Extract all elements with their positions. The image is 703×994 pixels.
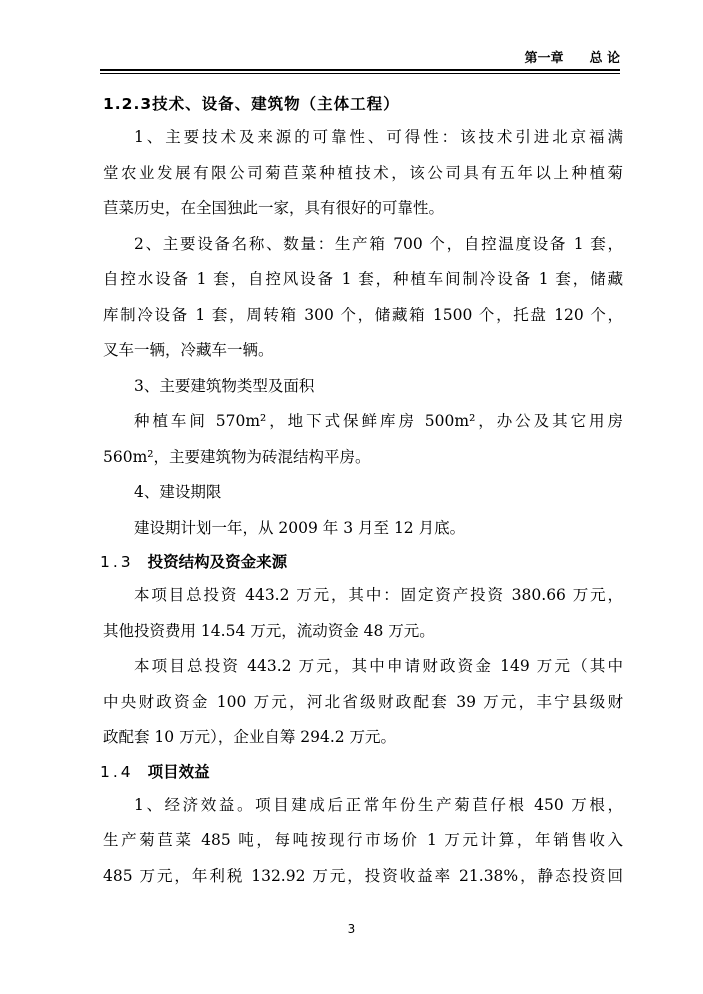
text-line: 3、主要建筑物类型及面积 [134,376,315,395]
paragraph-buildings [103,369,623,476]
text-line: 4、建设期限 [134,483,222,501]
header-title: 总 论 [589,51,620,66]
paragraph-investment [103,578,623,649]
page-number: 3 [347,922,356,936]
text-line: 485 万元，年利税 132.92 万元，投资收益率 21.38%，静态投资回 [103,866,623,885]
page-body [100,88,623,894]
paragraph-technology [103,120,623,227]
page-header [100,49,620,69]
text-line: 建设期计划一年，从 2009 年 3 月至 12 月底。 [134,518,466,537]
header-rule-thin [100,73,620,74]
text-line: 库制冷设备 1 套，周转箱 300 个，储藏箱 1500 个，托盘 120 个， [103,305,623,324]
section-title: 项目效益 [147,762,210,781]
text-line: 2、主要设备名称、数量：生产箱 700 个，自控温度设备 1 套， [134,234,623,253]
paragraph-equipment [103,227,623,369]
text-line: 生产菊苣菜 485 吨，每吨按现行市场价 1 万元计算，年销售收入 [103,831,623,849]
text-line: 苣菜历史，在全国独此一家，具有很好的可靠性。 [103,199,445,217]
text-line: 种植车间 570m²，地下式保鲜库房 500m²，办公及其它用房 [134,412,623,430]
text-line: 1、经济效益。项目建成后正常年份生产菊苣仔根 450 万根， [134,795,623,814]
header-rule-thick [100,69,620,71]
text-line: 中央财政资金 100 万元，河北省级财政配套 39 万元，丰宁县级财 [103,692,623,711]
section-title: 投资结构及资金来源 [147,553,288,571]
section-heading-1-2-3: 1.2.3技术、设备、建筑物（主体工程） [103,95,400,113]
text-line: 其他投资费用 14.54 万元，流动资金 48 万元。 [103,621,435,640]
paragraph-schedule [103,475,623,546]
paragraph-funding [103,649,623,756]
section-number: 1.3 [100,553,134,571]
header-chapter: 第一章 [524,51,564,66]
text-line: 1、主要技术及来源的可靠性、可得性：该技术引进北京福满 [134,128,623,146]
text-line: 自控水设备 1 套，自控风设备 1 套，种植车间制冷设备 1 套，储藏 [103,270,623,288]
text-line: 本项目总投资 443.2 万元，其中申请财政资金 149 万元（其中 [134,657,623,675]
section-number: 1.4 [100,762,134,781]
text-line: 叉车一辆，冷藏车一辆。 [103,341,274,359]
text-line: 本项目总投资 443.2 万元，其中：固定资产投资 380.66 万元， [134,586,623,604]
section-heading-1-4 [100,756,623,788]
text-line: 堂农业发展有限公司菊苣菜种植技术，该公司具有五年以上种植菊 [103,163,623,182]
paragraph-economic-benefit [103,788,623,895]
text-line: 政配套 10 万元），企业自筹 294.2 万元。 [103,728,397,746]
section-heading-1-3 [100,546,623,578]
text-line: 560m²，主要建筑物为砖混结构平房。 [103,447,371,466]
